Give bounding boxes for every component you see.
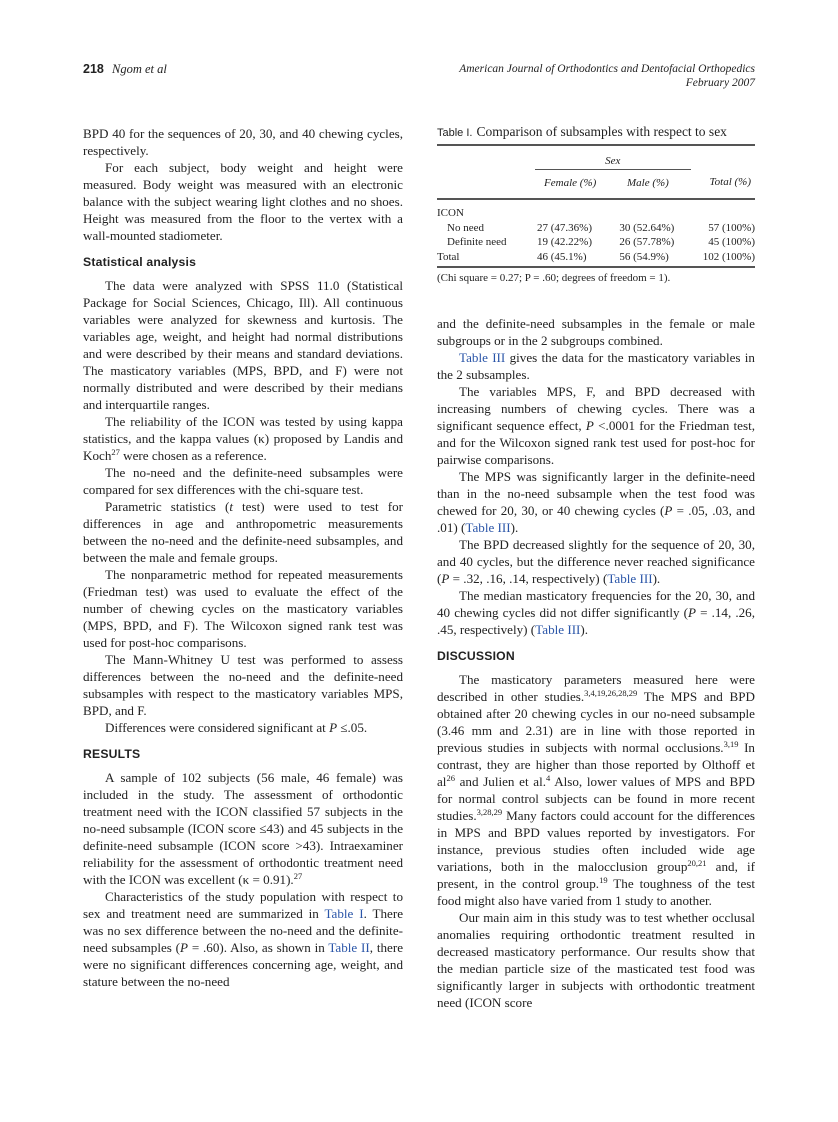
table-column-header: Female (%) [535,169,605,199]
table-cell: 102 (100%) [691,250,756,268]
table-cell: 46 (45.1%) [535,250,605,268]
table-cell: Definite need [447,236,507,248]
italic-symbol: P [585,418,594,433]
citation-superscript[interactable]: 27 [293,871,303,881]
table-cell: Total [437,250,535,268]
citation-superscript[interactable]: 3,19 [723,739,739,749]
table-reference-link[interactable]: Table III [607,571,653,586]
table-group-header: Sex [535,146,691,169]
paragraph: Differences were considered significant at P ≤.05. [105,720,368,735]
citation-superscript[interactable]: 19 [599,875,608,885]
table-title: Comparison of subsamples with respect to sex [476,124,727,139]
table-column-header: Total (%) [691,169,756,199]
table-1 [437,124,755,284]
paragraph: The masticatory parameters measured here were described in other studies.$^{3,4,19,26,28,29}$ The MPS and BPD obtained after 20 chewing cycles in our no-need subsample (3.46 mm and 2.31) are in line with those reported in previous studies in subjects with normal occlusions.$^{3,19}$ In contrast, they are higher than those reported by Olthoff et $al^{26}$ and Julien et al.$^4$ Also, lower values of MPS and BPD for normal control subjects can be found in more recent studies.$^{3,28,29}$ Many factors could account for the differences in MPS and BPD values reported by investigators. For instance, previous studies often included wide age variations, both in the malocclusion group$^{20,21}$ and, if present, in the control group.$^{19}$ The toughness of the test food might also have varied from 1 study to another. [437,672,755,908]
section-heading: Statistical analysis [83,255,197,269]
table-row [437,221,755,236]
paragraph: The variables MPS, F, and BPD decreased with increasing numbers of chewing cycles. There was a significant sequence effect, P <.0001 for the Friedman test, and for the Wilcoxon signed rank test used for post-hoc for pairwise comparisons. [437,384,756,467]
paragraph: Characteristics of the study population with respect to sex and treatment need are summarized in Table I. There was no sex difference between the no-need and the definite-need subsamples (P = .60). Also, as shown in Table II, there were no significant differences concerning age, weight, and stature between the no-need [83,889,404,989]
table-cell [535,199,605,221]
table-reference-link[interactable]: Table III [459,350,506,365]
italic-symbol: P [664,503,673,518]
paragraph: The data were analyzed with SPSS 11.0 (Statistical Package for Social Sciences, Chicago, Ill). All continuous variables were analyzed for skewness and kurtosis. The variables age, weight, and height had normal distributions and were described by their means and standard deviations. The masticatory variables (MPS, BPD, and F) were not normally distributed and were described by their medians and interquartile ranges. [83,278,403,412]
journal-title: American Journal of Orthodontics and Dentofacial Orthopedics [459,63,755,75]
italic-symbol: P [180,940,189,955]
paragraph: BPD 40 for the sequences of 20, 30, and 40 chewing cycles, respectively. [83,126,403,158]
left-column [83,125,403,990]
table-row [437,235,755,250]
paragraph: The median masticatory frequencies for the 20, 30, and 40 chewing cycles did not differ significantly (P = .14, .26, .45, respectively) (Table III). [437,588,755,637]
right-column [437,315,755,1011]
table-reference-link[interactable]: Table III [535,622,581,637]
section-heading: RESULTS [83,747,141,761]
table-cell: No need [447,221,484,234]
table-column-header [437,169,535,199]
table-cell: ICON [437,207,464,219]
table-reference-link[interactable]: Table III [465,520,511,535]
paragraph: and the definite-need subsamples in the female or male subgroups or in the 2 subgroups combined. [437,316,755,348]
italic-symbol: P [688,605,697,620]
table-footnote: (Chi square = 0.27; P = .60; degrees of freedom = 1). [437,272,671,284]
issue-date: February 2007 [685,77,755,89]
paragraph: The MPS was significantly larger in the definite-need than in the no-need subsample when the test food was chewed for 20, 30, or 40 chewing cycles (P = .05, .03, and .01) (Table III). [437,469,755,535]
table-reference-link[interactable]: Table I [324,906,364,921]
table-cell: 56 (54.9%) [605,250,690,268]
table-cell: 26 (57.78%) [619,236,675,248]
table-reference-link[interactable]: Table II [328,940,370,955]
page-number: 218 [83,62,104,76]
citation-superscript[interactable]: 3,28,29 [476,807,503,817]
paragraph: A sample of 102 subjects (56 male, 46 female) was included in the study. The assessment of orthodontic treatment need with the ICON classified 57 subjects in the no-need subsample (ICON score ≤43) and 45 subjects in the definite-need subsample (ICON score >43). Intraexaminer reliability for the assessment of orthodontic treatment need with the ICON was excellent (κ = 0.91).$^{27}$ [83,770,403,887]
citation-superscript[interactable]: 26 [446,773,455,783]
citation-superscript[interactable]: 20,21 [687,858,707,868]
italic-symbol: P [441,571,450,586]
paragraph: The reliability of the ICON was tested by using kappa statistics, and the kappa values (κ) proposed by Landis and Koch$^{27}$ were chosen as a reference. [83,414,403,463]
paragraph: The BPD decreased slightly for the sequence of 20, 30, and 40 cycles, but the difference never reached significance (P = .32, .16, .14, respectively) (Table III). [437,537,755,586]
table-row [437,199,755,221]
table-cell: 30 (52.64%) [619,221,675,234]
citation-superscript[interactable]: 27 [111,447,120,457]
table-cell: 45 (100%) [708,236,755,248]
table-cell: 19 (42.22%) [537,236,592,248]
running-authors: Ngom et al [111,62,167,76]
paragraph: Our main aim in this study was to test whether occlusal anomalies requiring orthodontic treatment resulted in decreased masticatory performance. Our results show that the median particle size of the masticated test food was significantly larger in subjects with orthodontic treatment need (ICON score [437,910,755,1010]
table-cell: 57 (100%) [708,221,755,234]
table-cell: 27 (47.36%) [537,221,592,234]
italic-symbol: t [229,499,233,514]
paragraph: Table III gives the data for the masticatory variables in the 2 subsamples. [437,350,755,382]
table-column-header: Male (%) [605,169,690,199]
running-header-right [459,62,755,90]
paragraph: For each subject, body weight and height were measured. Body weight was measured with an electronic balance with the subject wearing light clothes and no shoes. Height was measured from the floor to the vertex with a wall-mounted stadiometer. [83,160,403,243]
paragraph: The no-need and the definite-need subsamples were compared for sex differences with the chi-square test. [83,465,403,497]
paragraph: The nonparametric method for repeated measurements (Friedman test) was used to evaluate the effect of the number of chewing cycles on the masticatory variables (MPS, BPD, and F). The Wilcoxon signed rank test was used for post-hoc comparisons. [83,567,403,650]
table-cell [691,199,756,221]
citation-superscript[interactable]: 4 [546,773,551,783]
table-label: Table I. [437,127,473,139]
table-cell [605,199,690,221]
table-caption [437,124,755,146]
paragraph: The Mann-Whitney U test was performed to assess differences between the no-need and the definite-need subsamples with respect to the masticatory variables MPS, BPD, and F. [83,652,403,718]
running-header-left [83,62,167,77]
citation-superscript[interactable]: 3,4,19,26,28,29 [584,688,638,698]
section-heading: DISCUSSION [437,649,515,663]
italic-symbol: P [329,720,338,735]
paragraph: Parametric statistics (t test) were used to test for differences in age and anthropometric measurements between the no-need and the definite-need subsamples, and between the male and female groups. [83,499,403,565]
table-row [437,250,755,268]
